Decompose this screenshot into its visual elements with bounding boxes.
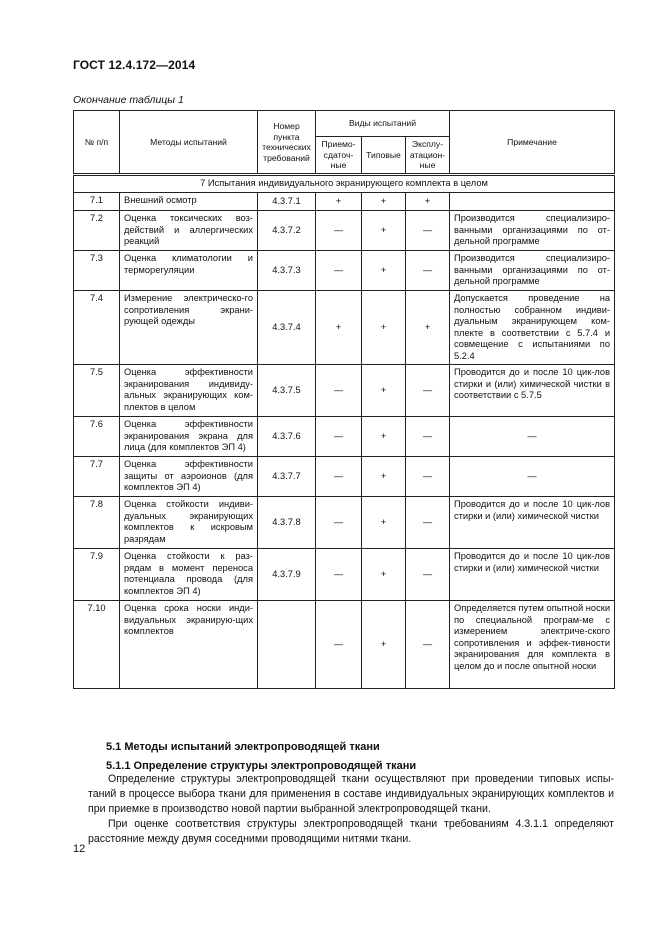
row-item [258, 601, 316, 689]
row-number: 7.4 [74, 291, 120, 365]
table-row [74, 457, 615, 497]
row-note [450, 193, 615, 211]
table-row [74, 549, 615, 601]
row-method: Оценка токсических воз-действий и аллергических реакций [120, 211, 258, 251]
row-type-test: + [362, 497, 406, 549]
header-method: Методы испытаний [120, 111, 258, 175]
row-item: 4.3.7.6 [258, 417, 316, 457]
table-row [74, 291, 615, 365]
row-type-test: + [362, 417, 406, 457]
row-item: 4.3.7.1 [258, 193, 316, 211]
row-method: Оценка эффективности экранирования экрана для лица (для комплектов ЭП 4) [120, 417, 258, 457]
test-methods-table [73, 110, 615, 689]
header-num: № п/п [74, 111, 120, 175]
header-test-types: Виды испытаний [316, 111, 450, 137]
row-acceptance: — [316, 417, 362, 457]
row-type-test: + [362, 251, 406, 291]
row-method: Оценка эффективности экранирования индивиду-альных экранирующих ком-плектов в целом [120, 365, 258, 417]
row-operational: — [406, 497, 450, 549]
row-method: Внешний осмотр [120, 193, 258, 211]
row-number: 7.2 [74, 211, 120, 251]
row-number: 7.9 [74, 549, 120, 601]
row-number: 7.6 [74, 417, 120, 457]
row-note: Определяется путем опытной носки по специальной програм-ме с измерением электриче-ского сопротивления и эффек-тивности экранирования для комплекта в целом до и после опытной носки [450, 601, 615, 689]
row-method: Оценка эффективности защиты от аэроионов (для комплектов ЭП 4) [120, 457, 258, 497]
row-number: 7.1 [74, 193, 120, 211]
table-caption: Окончание таблицы 1 [73, 94, 184, 106]
table-row [74, 497, 615, 549]
row-type-test: + [362, 365, 406, 417]
row-method: Измерение электрическо-го сопротивления экрани-рующей одежды [120, 291, 258, 365]
row-number: 7.8 [74, 497, 120, 549]
row-number: 7.7 [74, 457, 120, 497]
row-acceptance: — [316, 457, 362, 497]
table-row [74, 365, 615, 417]
row-type-test: + [362, 457, 406, 497]
table-row [74, 211, 615, 251]
row-item: 4.3.7.3 [258, 251, 316, 291]
row-type-test: + [362, 601, 406, 689]
row-method: Оценка стойкости индиви-дуальных экранирующих комплектов к искровым разрядам [120, 497, 258, 549]
row-acceptance: + [316, 193, 362, 211]
row-operational: — [406, 211, 450, 251]
paragraph-1-text: Определение структуры электропроводящей ткани осуществляют при проведении типовых испы-таний в процессе выбора ткани для применения в составе индивидуальных экранирующих комплектов и при приемке в производство новой партии выбранной электропроводящей ткани. [88, 773, 614, 815]
header-type-test: Типовые [362, 137, 406, 175]
row-acceptance: — [316, 251, 362, 291]
section-heading: 5.1 Методы испытаний электропроводящей ткани [106, 741, 380, 753]
paragraph-1 [88, 772, 614, 817]
document-header: ГОСТ 12.4.172—2014 [73, 58, 196, 72]
row-item: 4.3.7.7 [258, 457, 316, 497]
row-note: — [450, 417, 615, 457]
row-item: 4.3.7.5 [258, 365, 316, 417]
row-item: 4.3.7.4 [258, 291, 316, 365]
paragraph-2-text: При оценке соответствия структуры электропроводящей ткани требованиям 4.3.1.1 определяют расстояние между двумя соседними проводящими нитями ткани. [88, 818, 614, 845]
row-method: Оценка климатологии и терморегуляции [120, 251, 258, 291]
row-number: 7.3 [74, 251, 120, 291]
row-acceptance: — [316, 497, 362, 549]
row-item: 4.3.7.8 [258, 497, 316, 549]
row-note: — [450, 457, 615, 497]
row-type-test: + [362, 291, 406, 365]
row-acceptance: — [316, 365, 362, 417]
row-acceptance: + [316, 291, 362, 365]
row-method: Оценка стойкости к раз-рядам в момент переноса потенциала провода (для комплектов ЭП 4) [120, 549, 258, 601]
row-operational: — [406, 417, 450, 457]
row-note: Проводится до и после 10 цик-лов стирки и (или) химической чистки в соответствии с 5.7.5 [450, 365, 615, 417]
row-type-test: + [362, 549, 406, 601]
header-item: Номер пункта технических требований [258, 111, 316, 175]
table-row [74, 417, 615, 457]
row-operational: — [406, 457, 450, 497]
row-acceptance: — [316, 601, 362, 689]
row-note: Проводится до и после 10 цик-лов стирки и (или) химической чистки [450, 549, 615, 601]
table-row [74, 251, 615, 291]
row-note: Производится специализиро-ванными организациями по от-дельной программе [450, 211, 615, 251]
row-operational: — [406, 549, 450, 601]
row-item: 4.3.7.2 [258, 211, 316, 251]
row-item: 4.3.7.9 [258, 549, 316, 601]
row-acceptance: — [316, 211, 362, 251]
header-acceptance: Приемо-сдаточ-ные [316, 137, 362, 175]
page-number: 12 [73, 843, 86, 855]
table-row [74, 193, 615, 211]
row-note: Проводится до и после 10 цик-лов стирки и (или) химической чистки [450, 497, 615, 549]
row-note: Производится специализиро-ванными организациями по от-дельной программе [450, 251, 615, 291]
row-number: 7.10 [74, 601, 120, 689]
row-operational: — [406, 601, 450, 689]
row-note: Допускается проведение на полностью собранном индиви-дуальным экранирующем ком-плекте в соответствии с 5.7.4 и совмещение с испытаниями по 5.2.4 [450, 291, 615, 365]
row-number: 7.5 [74, 365, 120, 417]
row-operational: + [406, 193, 450, 211]
table-row [74, 601, 615, 689]
paragraph-2 [88, 817, 614, 847]
header-operational: Эксплу-атацион-ные [406, 137, 450, 175]
row-type-test: + [362, 193, 406, 211]
row-type-test: + [362, 211, 406, 251]
row-operational: — [406, 251, 450, 291]
row-method: Оценка срока носки инди-видуальных экранирую-щих комплектов [120, 601, 258, 689]
section-title: 7 Испытания индивидуального экранирующего комплекта в целом [74, 175, 615, 193]
row-operational: — [406, 365, 450, 417]
row-operational: + [406, 291, 450, 365]
subsection-heading: 5.1.1 Определение структуры электропроводящей ткани [106, 760, 417, 772]
header-note: Примечание [450, 111, 615, 175]
row-acceptance: — [316, 549, 362, 601]
